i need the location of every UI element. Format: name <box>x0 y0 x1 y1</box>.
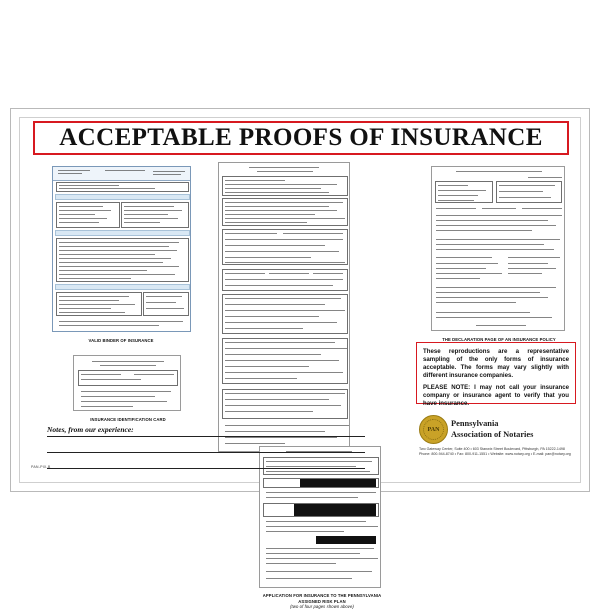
notes-label: Notes, from our experience: <box>47 425 134 434</box>
caption-insurance-id-card: INSURANCE IDENTIFICATION CARD <box>90 417 166 422</box>
caption-declaration-page: THE DECLARATION PAGE OF AN INSURANCE POLICY <box>442 337 556 342</box>
caption-app-line2: ASSIGNED RISK PLAN <box>298 598 346 604</box>
pan-seal-icon <box>419 415 448 444</box>
document-declaration-page <box>431 166 565 331</box>
org-name-line-2: Association of Notaries <box>451 429 534 439</box>
notes-rule-1[interactable] <box>47 436 365 437</box>
org-address-line-2: Phone: 800-944-8740 • Fax: 800-911-1551 • Website: www.notary.org • E-mail: pan@notary.org <box>419 452 571 457</box>
organization-name <box>451 419 533 440</box>
notes-rule-3[interactable] <box>47 468 365 469</box>
callout-box <box>416 342 576 408</box>
poster-title-band <box>33 121 569 155</box>
caption-app-line1: APPLICATION FOR INSURANCE TO THE PENNSYLVANIA <box>262 593 382 598</box>
document-application-page-1 <box>218 162 350 452</box>
organization-address <box>419 447 579 457</box>
seal-text: PAN <box>427 426 440 433</box>
caption-assigned-risk-application <box>239 593 405 610</box>
declaration-form-lines <box>432 167 564 330</box>
notes-rule-2[interactable] <box>47 452 365 453</box>
document-insurance-id-card <box>73 355 181 411</box>
callout-paragraph-1: These reproductions are a representative sampling of the only forms of insurance acceptable. The forms may vary slightly with different insurance companies. <box>423 348 569 380</box>
id-card-lines <box>74 356 180 410</box>
document-valid-binder <box>52 166 191 332</box>
org-name-line-1: Pennsylvania <box>451 419 499 428</box>
caption-valid-binder: VALID BINDER OF INSURANCE <box>88 338 154 343</box>
sheet-code: PAN-PIX-B <box>31 465 51 469</box>
organization-logo-block <box>419 414 579 457</box>
binder-form-lines <box>53 167 190 331</box>
callout-paragraph-2: PLEASE NOTE: I may not call your insurance company or insurance agent to verify that you have insurance. <box>423 384 569 408</box>
application-form-lines <box>219 163 349 451</box>
caption-app-line3: (two of four pages shown above) <box>290 604 354 610</box>
org-address-line-1: Two Gateway Center, Suite 400 • 603 Stanwix Street Boulevard, Pittsburgh, PA 15222-1498 <box>419 447 565 451</box>
page-title: ACCEPTABLE PROOFS OF INSURANCE <box>59 124 543 151</box>
poster-sheet <box>10 108 590 610</box>
